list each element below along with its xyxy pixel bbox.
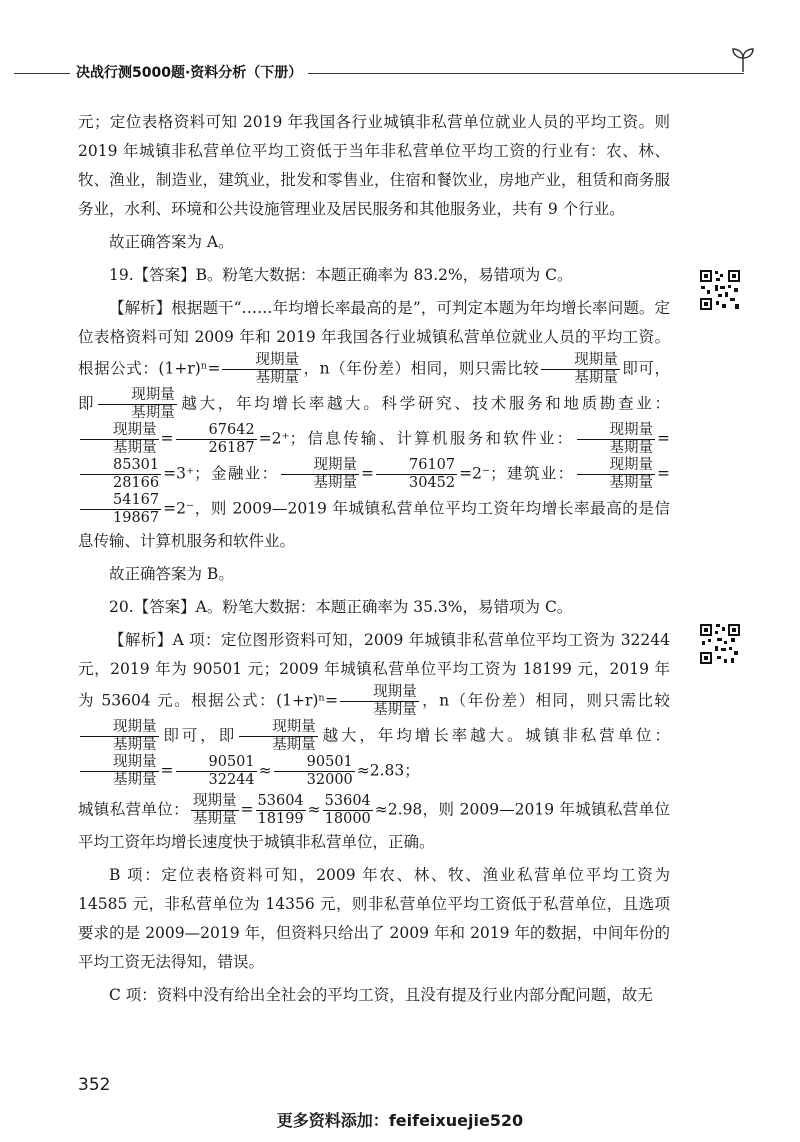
fraction: $\frac{\text{现期量}}{\text{基期量}}$ [541, 352, 620, 387]
fraction: $\frac{\text{现期量}}{\text{基期量}}$ [80, 754, 159, 789]
paragraph: 故正确答案为 B。 [109, 565, 234, 583]
fraction: $\frac{76107}{30452}$ [376, 457, 457, 492]
running-header [14, 60, 754, 90]
paragraph: 故正确答案为 A。 [109, 233, 234, 251]
header-title: 决战行测5000题·资料分析（下册） [70, 62, 308, 82]
fraction: $\frac{54167}{19867}$ [80, 492, 161, 527]
fraction: $\frac{\text{现期量}}{\text{基期量}}$ [98, 387, 177, 422]
fraction: $\frac{\text{现期量}}{\text{基期量}}$ [281, 457, 360, 492]
fraction: $\frac{\text{现期量}}{\text{基期量}}$ [239, 719, 318, 754]
analysis-20-cont: 城镇私营单位： $\frac{\text{现期量}}{\text{基期量}}$ = $\frac{53604}{18199}$ ≈ $\frac{53604}{18000}$ ≈2.98，则 2009—2019 年城镇私营单位平均工资年均增长速度快于城镇非私营单位，正确。 [78, 793, 670, 851]
fraction: $\frac{\text{现期量}}{\text{基期量}}$ [193, 793, 237, 827]
fraction: $\frac{90501}{32244}$ [176, 754, 257, 789]
footer-note [0, 1108, 800, 1131]
analysis-20: 【解析】A 项：定位图形资料可知，2009 年城镇非私营单位平均工资为 32244 元，2019 年为 90501 元；2009 年城镇私营单位平均工资为 18199 元，2019 年为 53604 元。根据公式：(1+r)ⁿ= $\frac{\text{现期量}}{\text{基期量}}$ ，n（年份差）相同，则只需比较 $\frac{\text{现期量}}{\text{基期量}}$ 即可，即 $\frac{\text{现期量}}{\text{基期量}}$ 越大，年均增长率越大。城镇非私营单位： $\frac{\text{现期量}}{\text{基期量}}$ = $\frac{90501}{32244}$ ≈ $\frac{90501}{32000}$ ≈2.83； [78, 631, 671, 788]
fraction: $\frac{\text{现期量}}{\text{基期量}}$ [80, 422, 159, 457]
fraction: $\frac{85301}{28166}$ [80, 457, 161, 492]
fraction: $\frac{67642}{26187}$ [176, 422, 257, 457]
fraction: $\frac{\text{现期量}}{\text{基期量}}$ [222, 352, 301, 387]
qr-code-20[interactable] [698, 622, 742, 666]
analysis-19: 【解析】根据题干“……年均增长率最高的是”，可判定本题为年均增长率问题。定位表格资料可知 2009 年和 2019 年我国各行业城镇私营单位就业人员的平均工资。根据公式：(1+r)ⁿ= $\frac{\text{现期量}}{\text{基期量}}$ ，n（年份差）相同，则只需比较 $\frac{\text{现期量}}{\text{基期量}}$ 即可，即 $\frac{\text{现期量}}{\text{基期量}}$ 越大，年均增长率越大。科学研究、技术服务和地质勘查业： $\frac{\text{现期量}}{\text{基期量}}$ = $\frac{67642}{26187}$ =2⁺；信息传输、计算机服务和软件业： $\frac{\text{现期量}}{\text{基期量}}$ = $\frac{85301}{28166}$ =3⁺；金融业： $\frac{\text{现期量}}{\text{基期量}}$ = $\frac{76107}{30452}$ =2⁻；建筑业： $\frac{\text{现期量}}{\text{基期量}}$ = $\frac{54167}{19867}$ =2⁻，则 2009—2019 年城镇私营单位平均工资年均增长率最高的是信息传输、计算机服务和软件业。 [78, 299, 670, 550]
footer-label: 更多资料添加： [276, 1111, 389, 1130]
answer-20-head: 20.【答案】A。粉笔大数据：本题正确率为 35.3%，易错项为 C。 [109, 598, 573, 616]
fraction: $\frac{90501}{32000}$ [274, 754, 355, 789]
fraction: $\frac{\text{现期量}}{\text{基期量}}$ [577, 422, 656, 457]
qr-code-19[interactable] [698, 268, 742, 312]
fraction: $\frac{53604}{18199}$ [257, 793, 304, 827]
fraction: $\frac{\text{现期量}}{\text{基期量}}$ [577, 457, 656, 492]
fraction: $\frac{\text{现期量}}{\text{基期量}}$ [80, 719, 159, 754]
footer-id: feifeixuejie520 [388, 1111, 524, 1130]
fraction: $\frac{53604}{18000}$ [324, 793, 371, 827]
option-c: C 项：资料中没有给出全社会的平均工资，且没有提及行业内部分配问题，故无 [109, 986, 653, 1004]
paragraph: 元；定位表格资料可知 2019 年我国各行业城镇非私营单位就业人员的平均工资。则 2019 年城镇非私营单位平均工资低于当年非私营单位平均工资的行业有：农、林、牧、渔业，制造业，建筑业，批发和零售业，住宿和餐饮业，房地产业，租赁和商务服务业，水利、环境和公共设施管理业及居民服务和其他服务业，共有 9 个行业。 [78, 113, 670, 218]
fraction: $\frac{\text{现期量}}{\text{基期量}}$ [340, 684, 419, 719]
option-b: B 项：定位表格资料可知，2009 年农、林、牧、渔业私营单位平均工资为 14585 元，非私营单位为 14356 元，则非私营单位平均工资低于私营单位，且选项要求的是 2009—2019 年，但资料只给出了 2009 年和 2019 年的数据，中间年份的平均工资无法得知，错误。 [78, 866, 670, 971]
answer-19-head: 19.【答案】B。粉笔大数据：本题正确率为 83.2%，易错项为 C。 [109, 266, 573, 284]
sprout-icon [728, 44, 758, 74]
page-number: 352 [78, 1075, 111, 1095]
page-body [78, 108, 670, 1014]
